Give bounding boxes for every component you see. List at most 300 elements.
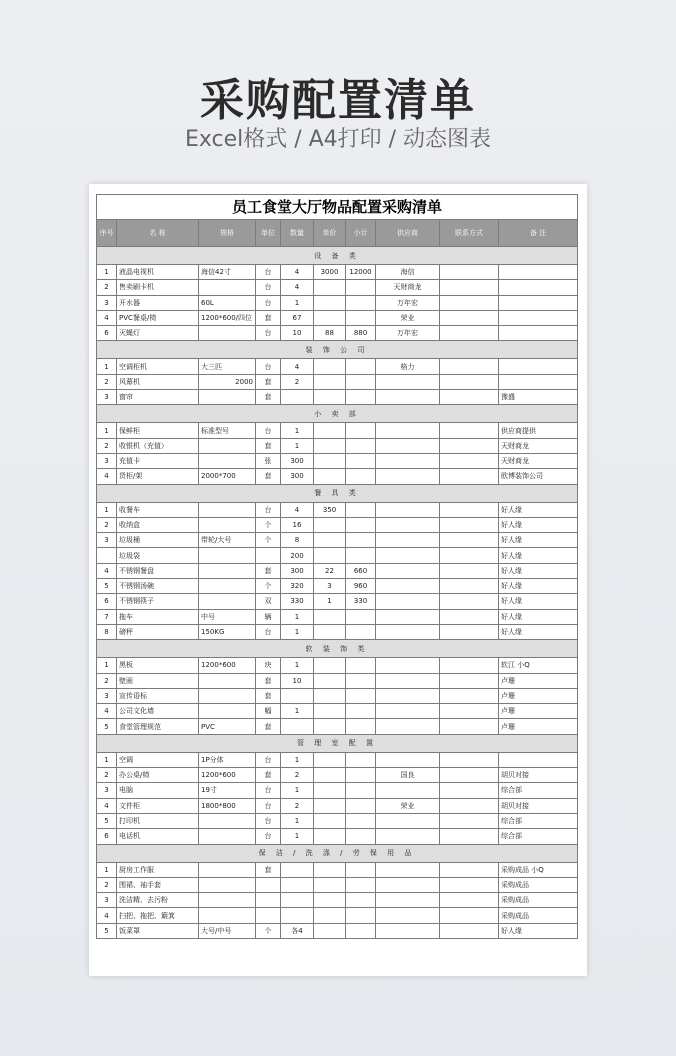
table-cell bbox=[440, 877, 499, 892]
table-cell: 好人缘 bbox=[499, 594, 578, 609]
table-row bbox=[97, 533, 578, 548]
section-title: 设 备 类 bbox=[97, 247, 578, 265]
table-cell: 厨房工作服 bbox=[117, 862, 199, 877]
table-cell bbox=[314, 374, 346, 389]
table-cell bbox=[281, 877, 314, 892]
table-cell: 饭菜罩 bbox=[117, 923, 199, 938]
table-cell bbox=[440, 594, 499, 609]
table-cell bbox=[440, 563, 499, 578]
table-row bbox=[97, 390, 578, 405]
table-cell: 3 bbox=[97, 295, 117, 310]
table-cell bbox=[376, 829, 440, 844]
table-cell: 台 bbox=[256, 423, 281, 438]
table-cell: 1 bbox=[314, 594, 346, 609]
table-cell bbox=[346, 752, 376, 767]
table-row bbox=[97, 862, 578, 877]
table-cell: 国良 bbox=[376, 768, 440, 783]
table-cell bbox=[199, 548, 256, 563]
table-cell bbox=[376, 579, 440, 594]
section-row bbox=[97, 405, 578, 423]
table-cell: 2 bbox=[281, 374, 314, 389]
table-cell bbox=[199, 594, 256, 609]
table-row bbox=[97, 829, 578, 844]
table-cell bbox=[281, 908, 314, 923]
table-cell: 5 bbox=[97, 579, 117, 594]
col-header: 名 称 bbox=[117, 220, 199, 247]
table-cell bbox=[281, 688, 314, 703]
table-cell bbox=[199, 502, 256, 517]
table-cell bbox=[440, 280, 499, 295]
table-cell bbox=[376, 438, 440, 453]
table-cell bbox=[346, 609, 376, 624]
table-cell: 空调柜机 bbox=[117, 359, 199, 374]
page-title: 采购配置清单 bbox=[200, 75, 476, 126]
col-header: 规格 bbox=[199, 220, 256, 247]
table-row bbox=[97, 923, 578, 938]
table-cell: 电脑 bbox=[117, 783, 199, 798]
table-cell bbox=[314, 423, 346, 438]
table-row bbox=[97, 893, 578, 908]
table-cell bbox=[256, 877, 281, 892]
table-cell: 4 bbox=[97, 469, 117, 484]
table-cell bbox=[440, 798, 499, 813]
table-cell: 万年宏 bbox=[376, 295, 440, 310]
table-cell: 套 bbox=[256, 469, 281, 484]
table-cell bbox=[346, 469, 376, 484]
section-row bbox=[97, 640, 578, 658]
table-cell bbox=[376, 719, 440, 734]
table-cell bbox=[440, 579, 499, 594]
table-cell bbox=[199, 438, 256, 453]
table-cell bbox=[346, 295, 376, 310]
table-cell: 好人缘 bbox=[499, 624, 578, 639]
table-cell bbox=[376, 877, 440, 892]
table-cell bbox=[199, 862, 256, 877]
table-cell bbox=[199, 326, 256, 341]
section-title: 管 理 室 配 置 bbox=[97, 734, 578, 752]
table-cell: 套 bbox=[256, 768, 281, 783]
table-cell: 文件柜 bbox=[117, 798, 199, 813]
table-cell: 卢珊 bbox=[499, 688, 578, 703]
table-cell bbox=[440, 374, 499, 389]
table-cell: 4 bbox=[97, 798, 117, 813]
table-cell: 公司文化墙 bbox=[117, 704, 199, 719]
table-cell bbox=[346, 453, 376, 468]
table-cell bbox=[314, 517, 346, 532]
table-row bbox=[97, 813, 578, 828]
table-cell bbox=[199, 280, 256, 295]
table-cell: 2000 bbox=[199, 374, 256, 389]
table-cell: 综合部 bbox=[499, 813, 578, 828]
table-cell: 2 bbox=[97, 768, 117, 783]
table-cell: 2 bbox=[281, 798, 314, 813]
table-cell: 售卖刷卡机 bbox=[117, 280, 199, 295]
table-cell bbox=[314, 813, 346, 828]
table-cell: 幅 bbox=[256, 704, 281, 719]
table-cell bbox=[346, 704, 376, 719]
table-cell: 8 bbox=[281, 533, 314, 548]
table-cell: 卢珊 bbox=[499, 704, 578, 719]
table-row bbox=[97, 548, 578, 563]
table-row bbox=[97, 438, 578, 453]
table-cell: 带轮/大号 bbox=[199, 533, 256, 548]
table-cell bbox=[376, 423, 440, 438]
section-title: 装 饰 公 司 bbox=[97, 341, 578, 359]
table-cell bbox=[346, 423, 376, 438]
table-cell bbox=[376, 390, 440, 405]
col-header: 备 注 bbox=[499, 220, 578, 247]
table-row bbox=[97, 798, 578, 813]
table-cell: 1 bbox=[97, 359, 117, 374]
table-cell: 2 bbox=[97, 374, 117, 389]
table-cell: 1 bbox=[281, 829, 314, 844]
table-cell bbox=[440, 862, 499, 877]
table-cell: 3 bbox=[97, 893, 117, 908]
table-cell: 收餐车 bbox=[117, 502, 199, 517]
table-cell: 16 bbox=[281, 517, 314, 532]
table-cell: 套 bbox=[256, 390, 281, 405]
table-cell: 1 bbox=[281, 752, 314, 767]
table-cell bbox=[346, 829, 376, 844]
table-cell bbox=[440, 658, 499, 673]
table-cell: 300 bbox=[281, 563, 314, 578]
table-row bbox=[97, 752, 578, 767]
table-cell bbox=[440, 783, 499, 798]
header-row bbox=[97, 220, 578, 247]
col-header: 小计 bbox=[346, 220, 376, 247]
table-cell bbox=[314, 862, 346, 877]
table-cell: 3 bbox=[97, 533, 117, 548]
table-cell bbox=[376, 533, 440, 548]
table-cell bbox=[346, 862, 376, 877]
table-cell bbox=[376, 374, 440, 389]
table-cell: 好人缘 bbox=[499, 502, 578, 517]
table-cell bbox=[314, 688, 346, 703]
table-cell: 采购成品 bbox=[499, 893, 578, 908]
table-cell: 采购成品 bbox=[499, 877, 578, 892]
table-row bbox=[97, 563, 578, 578]
table-cell bbox=[314, 453, 346, 468]
table-cell bbox=[346, 877, 376, 892]
table-cell: 开水器 bbox=[117, 295, 199, 310]
table-cell: 6 bbox=[97, 594, 117, 609]
table-cell: 不锈钢筷子 bbox=[117, 594, 199, 609]
table-cell: 不锈钢餐盘 bbox=[117, 563, 199, 578]
table-cell bbox=[199, 563, 256, 578]
table-cell bbox=[346, 624, 376, 639]
table-cell: 2 bbox=[97, 673, 117, 688]
table-cell: 330 bbox=[281, 594, 314, 609]
table-cell bbox=[376, 594, 440, 609]
table-cell: 标准型号 bbox=[199, 423, 256, 438]
table-cell bbox=[314, 295, 346, 310]
table-cell bbox=[440, 908, 499, 923]
table-row bbox=[97, 265, 578, 280]
table-cell bbox=[376, 862, 440, 877]
table-cell: 3 bbox=[97, 453, 117, 468]
table-cell: 1 bbox=[281, 295, 314, 310]
table-cell bbox=[440, 923, 499, 938]
table-cell: 收纳盒 bbox=[117, 517, 199, 532]
table-cell bbox=[499, 359, 578, 374]
table-cell: 1P分体 bbox=[199, 752, 256, 767]
table-cell bbox=[499, 265, 578, 280]
table-cell: PVC bbox=[199, 719, 256, 734]
table-cell: 食堂管理规范 bbox=[117, 719, 199, 734]
table-cell: 套 bbox=[256, 673, 281, 688]
table-cell bbox=[314, 280, 346, 295]
table-cell bbox=[376, 624, 440, 639]
table-cell bbox=[440, 624, 499, 639]
table-cell: 好人缘 bbox=[499, 563, 578, 578]
table-cell bbox=[499, 280, 578, 295]
table-cell bbox=[440, 453, 499, 468]
table-cell: 采购成品 小Q bbox=[499, 862, 578, 877]
table-cell: 1800*800 bbox=[199, 798, 256, 813]
table-cell: 10 bbox=[281, 326, 314, 341]
table-cell bbox=[199, 453, 256, 468]
table-row bbox=[97, 374, 578, 389]
table-cell: 综合部 bbox=[499, 829, 578, 844]
table-cell bbox=[346, 719, 376, 734]
table-cell: 套 bbox=[256, 438, 281, 453]
table-cell bbox=[314, 438, 346, 453]
table-cell: 台 bbox=[256, 829, 281, 844]
col-header: 单位 bbox=[256, 220, 281, 247]
table-cell bbox=[440, 752, 499, 767]
table-cell: 套 bbox=[256, 563, 281, 578]
table-cell: 垃圾桶 bbox=[117, 533, 199, 548]
table-cell: 1 bbox=[97, 265, 117, 280]
table-row bbox=[97, 673, 578, 688]
table-cell: 1200*600 bbox=[199, 658, 256, 673]
sheet-title-row bbox=[97, 195, 578, 220]
table-cell: 洗洁精、去污粉 bbox=[117, 893, 199, 908]
table-cell bbox=[440, 310, 499, 325]
table-cell bbox=[346, 517, 376, 532]
table-cell: 荣业 bbox=[376, 798, 440, 813]
table-cell: 台 bbox=[256, 752, 281, 767]
table-cell bbox=[199, 688, 256, 703]
table-cell bbox=[314, 310, 346, 325]
table-cell: 天财商龙 bbox=[376, 280, 440, 295]
table-cell: 中号 bbox=[199, 609, 256, 624]
table-cell: 围裙、袖手套 bbox=[117, 877, 199, 892]
table-cell bbox=[199, 893, 256, 908]
table-cell: 欧博装饰公司 bbox=[499, 469, 578, 484]
table-cell: 采购成品 bbox=[499, 908, 578, 923]
table-cell bbox=[346, 908, 376, 923]
table-cell bbox=[199, 390, 256, 405]
table-cell: 供应商提供 bbox=[499, 423, 578, 438]
table-cell: 1 bbox=[281, 704, 314, 719]
table-cell: 4 bbox=[281, 359, 314, 374]
table-cell: 350 bbox=[314, 502, 346, 517]
table-cell bbox=[499, 326, 578, 341]
table-cell bbox=[346, 438, 376, 453]
table-row bbox=[97, 908, 578, 923]
table-cell bbox=[440, 326, 499, 341]
table-cell: 3 bbox=[97, 783, 117, 798]
section-row bbox=[97, 247, 578, 265]
table-cell bbox=[440, 688, 499, 703]
table-row bbox=[97, 719, 578, 734]
table-cell bbox=[440, 359, 499, 374]
table-cell: 个 bbox=[256, 579, 281, 594]
table-cell: 各4 bbox=[281, 923, 314, 938]
table-cell: 个 bbox=[256, 517, 281, 532]
table-cell: 3 bbox=[314, 579, 346, 594]
table-cell: 液晶电视机 bbox=[117, 265, 199, 280]
table-cell bbox=[314, 719, 346, 734]
table-cell bbox=[376, 502, 440, 517]
table-cell bbox=[376, 813, 440, 828]
table-cell: 磅秤 bbox=[117, 624, 199, 639]
table-cell: 1 bbox=[97, 862, 117, 877]
table-cell: 扫把、拖把、簸箕 bbox=[117, 908, 199, 923]
table-cell bbox=[376, 673, 440, 688]
table-cell bbox=[376, 548, 440, 563]
table-cell: 2 bbox=[97, 280, 117, 295]
table-cell bbox=[314, 908, 346, 923]
col-header: 供应商 bbox=[376, 220, 440, 247]
table-cell bbox=[256, 908, 281, 923]
table-cell: 荣业 bbox=[376, 310, 440, 325]
table-cell bbox=[199, 673, 256, 688]
table-cell: 10 bbox=[281, 673, 314, 688]
table-cell bbox=[346, 783, 376, 798]
table-cell: 好人缘 bbox=[499, 548, 578, 563]
table-cell: 1 bbox=[97, 502, 117, 517]
col-header: 序号 bbox=[97, 220, 117, 247]
table-cell: 1 bbox=[281, 658, 314, 673]
table-cell bbox=[346, 893, 376, 908]
table-cell: 台 bbox=[256, 359, 281, 374]
table-row bbox=[97, 453, 578, 468]
table-row bbox=[97, 624, 578, 639]
table-cell: 1200*600/四位 bbox=[199, 310, 256, 325]
table-cell bbox=[440, 295, 499, 310]
table-cell: 3 bbox=[97, 390, 117, 405]
table-cell: 张 bbox=[256, 453, 281, 468]
table-cell bbox=[346, 673, 376, 688]
table-cell: 5 bbox=[97, 923, 117, 938]
table-cell bbox=[314, 783, 346, 798]
table-cell bbox=[440, 533, 499, 548]
table-cell: 天财商龙 bbox=[499, 453, 578, 468]
table-cell: 海信42寸 bbox=[199, 265, 256, 280]
table-cell bbox=[314, 704, 346, 719]
table-row bbox=[97, 310, 578, 325]
table-cell: 套 bbox=[256, 310, 281, 325]
table-cell: 个 bbox=[256, 923, 281, 938]
table-cell bbox=[499, 310, 578, 325]
table-cell bbox=[440, 469, 499, 484]
table-cell bbox=[346, 768, 376, 783]
table-cell bbox=[376, 563, 440, 578]
table-cell bbox=[346, 390, 376, 405]
table-cell bbox=[314, 768, 346, 783]
table-cell: 200 bbox=[281, 548, 314, 563]
table-row bbox=[97, 609, 578, 624]
table-cell bbox=[199, 877, 256, 892]
table-cell: 壁画 bbox=[117, 673, 199, 688]
table-cell: 660 bbox=[346, 563, 376, 578]
table-cell: 套 bbox=[256, 862, 281, 877]
table-cell: 6 bbox=[97, 829, 117, 844]
table-cell bbox=[314, 893, 346, 908]
table-cell: 海信 bbox=[376, 265, 440, 280]
table-cell: 宣传语标 bbox=[117, 688, 199, 703]
table-cell: 套 bbox=[256, 374, 281, 389]
table-cell: 4 bbox=[97, 908, 117, 923]
table-cell bbox=[346, 502, 376, 517]
table-cell: 8 bbox=[97, 624, 117, 639]
table-cell: 1200*600 bbox=[199, 768, 256, 783]
table-cell bbox=[499, 374, 578, 389]
table-cell bbox=[440, 768, 499, 783]
table-cell: 大三匹 bbox=[199, 359, 256, 374]
table-cell: 300 bbox=[281, 469, 314, 484]
col-header: 联系方式 bbox=[440, 220, 499, 247]
table-cell bbox=[314, 752, 346, 767]
table-cell: 软江 小Q bbox=[499, 658, 578, 673]
table-row bbox=[97, 326, 578, 341]
table-cell bbox=[440, 517, 499, 532]
table-cell bbox=[97, 548, 117, 563]
table-cell: 2000*700 bbox=[199, 469, 256, 484]
table-cell bbox=[281, 719, 314, 734]
table-cell: 好人缘 bbox=[499, 579, 578, 594]
table-cell: 综合部 bbox=[499, 783, 578, 798]
table-cell bbox=[281, 862, 314, 877]
table-cell: 2 bbox=[97, 438, 117, 453]
table-cell: 1 bbox=[281, 438, 314, 453]
table-cell: 保鲜柜 bbox=[117, 423, 199, 438]
table-cell bbox=[440, 548, 499, 563]
table-cell bbox=[440, 438, 499, 453]
table-cell: 台 bbox=[256, 295, 281, 310]
table-cell bbox=[346, 923, 376, 938]
table-cell bbox=[314, 658, 346, 673]
table-cell bbox=[376, 658, 440, 673]
table-cell bbox=[314, 609, 346, 624]
table-row bbox=[97, 783, 578, 798]
table-cell: 个 bbox=[256, 533, 281, 548]
table-cell: 胡贝对接 bbox=[499, 768, 578, 783]
table-row bbox=[97, 359, 578, 374]
table-cell: 台 bbox=[256, 280, 281, 295]
table-cell bbox=[281, 893, 314, 908]
col-header: 数量 bbox=[281, 220, 314, 247]
table-row bbox=[97, 423, 578, 438]
table-cell bbox=[314, 877, 346, 892]
table-cell bbox=[440, 719, 499, 734]
table-cell bbox=[376, 908, 440, 923]
table-cell bbox=[376, 893, 440, 908]
table-cell: 好人缘 bbox=[499, 517, 578, 532]
table-cell: 台 bbox=[256, 798, 281, 813]
table-cell: 风幕机 bbox=[117, 374, 199, 389]
table-row bbox=[97, 768, 578, 783]
table-cell: 5 bbox=[97, 813, 117, 828]
table-cell bbox=[314, 469, 346, 484]
table-row bbox=[97, 877, 578, 892]
table-cell bbox=[314, 923, 346, 938]
section-row bbox=[97, 844, 578, 862]
table-cell: 天财商龙 bbox=[499, 438, 578, 453]
table-cell bbox=[440, 265, 499, 280]
